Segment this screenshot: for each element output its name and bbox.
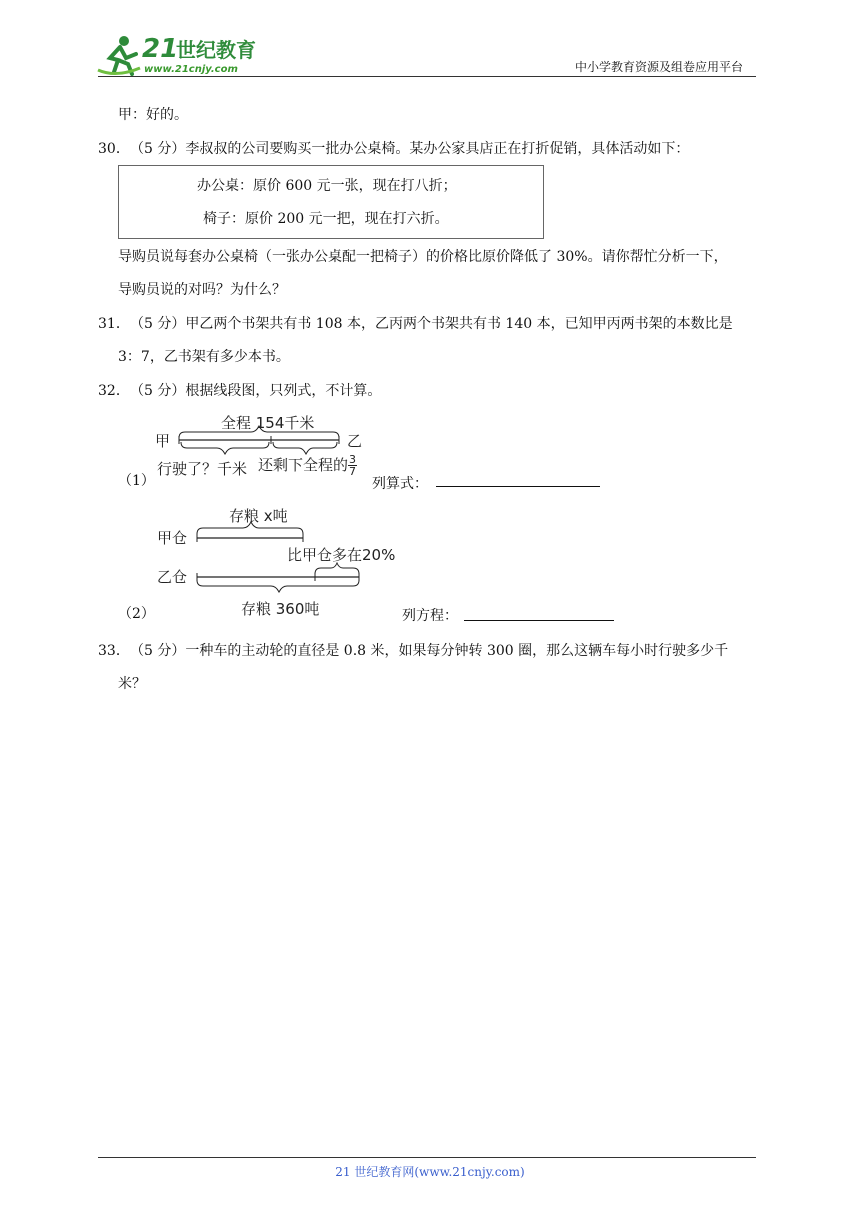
q32-part1-answer-blank[interactable] [436, 486, 600, 487]
q33-line2: 米？ [118, 676, 146, 692]
q30-number: 30． [98, 141, 130, 157]
diagram2-top-label: 存粮 x吨 [229, 507, 288, 525]
runner-logo-icon [96, 34, 142, 76]
footer-divider [98, 1157, 756, 1158]
logo-digits: 21 [142, 34, 179, 64]
previous-answer-line: 甲：好的。 [118, 107, 188, 123]
promo-chair-line: 椅子：原价 200 元一把，现在打六折。 [203, 211, 449, 227]
q32-part1-label: （1） [118, 473, 155, 489]
q32-part2-label: （2） [118, 606, 155, 622]
three-sevenths-fraction: $\frac{3}{7}$ [349, 453, 357, 478]
diagram1-total-label: 全程 154千米 [221, 414, 315, 432]
diagram1-remaining-label [258, 454, 357, 477]
q30-stem: （5 分）李叔叔的公司要购买一批办公桌椅。某办公家具店正在打折促销，具体活动如下： [130, 141, 690, 157]
q30-question-line1: 导购员说每套办公桌椅（一张办公桌配一把椅子）的价格比原价降低了 30%。请你帮忙分析一下， [118, 249, 728, 265]
diagram1-end-label: 乙 [347, 432, 363, 450]
q31-number: 31． [98, 316, 130, 332]
q32-stem: （5 分）根据线段图，只列式，不计算。 [130, 383, 382, 399]
diagram1-remaining-text: 还剩下全程的 [258, 456, 349, 474]
platform-name: 中小学教育资源及组卷应用平台 [575, 60, 744, 74]
diagram2-row2-label: 乙仓 [157, 568, 188, 586]
site-logo [96, 34, 266, 78]
q32-number: 32． [98, 383, 130, 399]
q31-line2: 3：7，乙书架有多少本书。 [118, 349, 290, 365]
segment-diagram-2 [155, 500, 400, 620]
q31-line1: （5 分）甲乙两个书架共有书 108 本，乙丙两个书架共有书 140 本，已知甲丙两书架的本数比是 [130, 316, 733, 332]
diagram2-bottom-label: 存粮 360吨 [241, 600, 320, 618]
diagram2-lines [155, 500, 400, 610]
logo-url: www.21cnjy.com [144, 64, 238, 75]
q32-part1-answer-prompt: 列算式： [372, 476, 428, 492]
segment-diagram-1 [155, 408, 370, 488]
diagram1-driven-label: 行驶了？千米 [157, 460, 248, 478]
promo-desk-line: 办公桌：原价 600 元一张，现在打八折； [197, 178, 457, 194]
diagram2-row1-label: 甲仓 [157, 529, 188, 547]
q33-number: 33． [98, 643, 130, 659]
diagram1-start-label: 甲 [155, 432, 171, 450]
footer-text: 21 世纪教育网(www.21cnjy.com) [335, 1165, 525, 1179]
q32-part2-answer-prompt: 列方程： [402, 608, 458, 624]
header-divider [98, 76, 756, 77]
q32-part2-answer-blank[interactable] [464, 620, 614, 621]
q30-question-line2: 导购员说的对吗？为什么？ [118, 282, 286, 298]
diagram2-middle-label: 比甲仓多在20% [287, 546, 396, 564]
q33-line1: （5 分）一种车的主动轮的直径是 0.8 米，如果每分钟转 300 圈，那么这辆车每小时行驶多少千 [130, 643, 729, 659]
logo-text: 世纪教育 [176, 38, 256, 62]
